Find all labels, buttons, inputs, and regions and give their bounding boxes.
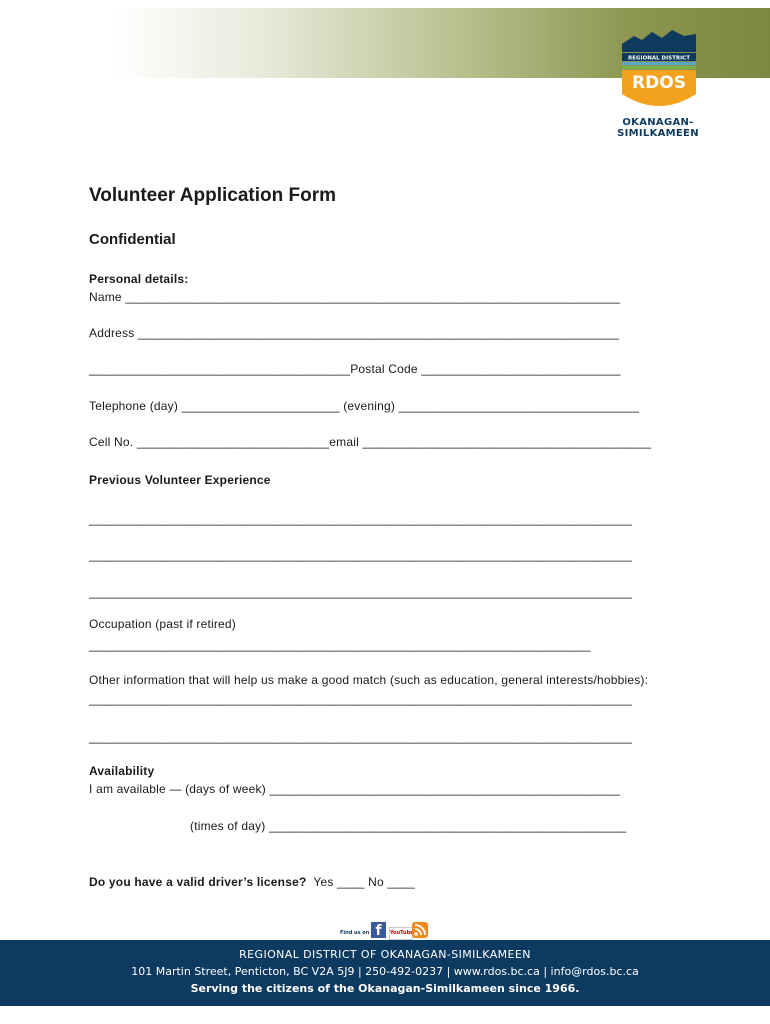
occupation-label: Occupation (past if retired) (89, 617, 236, 631)
address-field[interactable]: Address ______________________________________________________________________ (89, 326, 620, 340)
footer-contact-line: 101 Martin Street, Penticton, BC V2A 5J9 | 250-492-0237 | www.rdos.bc.ca | info@rdos.bc.ca (131, 965, 639, 978)
days-available-field[interactable]: I am available — (days of week) ___________________________________________________ (89, 782, 621, 796)
telephone-field[interactable]: Telephone (day) _______________________ (evening) ___________________________________ (89, 399, 640, 413)
occupation-field[interactable]: _________________________________________________________________________ (89, 638, 591, 652)
logo-caption (612, 117, 704, 139)
other-info-label: Other information that will help us make a good match (such as education, general interests/hobbies): (89, 673, 649, 687)
cell-email-field[interactable]: Cell No. ____________________________email __________________________________________ (89, 435, 652, 449)
find-us-label: Find us on (340, 930, 370, 936)
experience-heading: Previous Volunteer Experience (89, 473, 271, 487)
footer (0, 940, 770, 1006)
license-answer-field[interactable]: Yes ____ No ____ (306, 875, 415, 889)
other-info-line-1[interactable]: _______________________________________________________________________________ (89, 692, 633, 706)
logo-caption-line2: SIMILKAMEEN (617, 128, 699, 139)
times-available-field[interactable]: (times of day) ____________________________________________________ (190, 819, 627, 833)
experience-line-1[interactable]: _______________________________________________________________________________ (89, 512, 633, 526)
rss-icon[interactable] (412, 922, 428, 938)
footer-org-name: REGIONAL DISTRICT OF OKANAGAN-SIMILKAMEEN (239, 948, 531, 961)
logo-main-text: RDOS (632, 73, 686, 93)
logo-caption-line1: OKANAGAN- (622, 117, 694, 128)
license-question: Do you have a valid driver’s license? (89, 875, 307, 889)
form-title: Volunteer Application Form (89, 185, 337, 206)
personal-details-heading: Personal details: (89, 272, 189, 286)
form-subtitle: Confidential (89, 231, 176, 248)
name-field[interactable]: Name ________________________________________________________________________ (89, 290, 621, 304)
experience-line-3[interactable]: _______________________________________________________________________________ (89, 585, 633, 599)
availability-heading: Availability (89, 764, 155, 778)
logo-band-text: REGIONAL DISTRICT (628, 55, 690, 62)
facebook-icon[interactable]: f (371, 922, 386, 938)
experience-line-2[interactable]: _______________________________________________________________________________ (89, 548, 633, 562)
other-info-line-2[interactable]: _______________________________________________________________________________ (89, 730, 633, 744)
footer-tagline: Serving the citizens of the Okanagan-Similkameen since 1966. (190, 982, 580, 995)
postal-code-field[interactable]: ______________________________________Postal Code _____________________________ (89, 362, 621, 376)
youtube-icon[interactable]: YouTube (389, 927, 413, 940)
license-question-row (89, 875, 415, 889)
